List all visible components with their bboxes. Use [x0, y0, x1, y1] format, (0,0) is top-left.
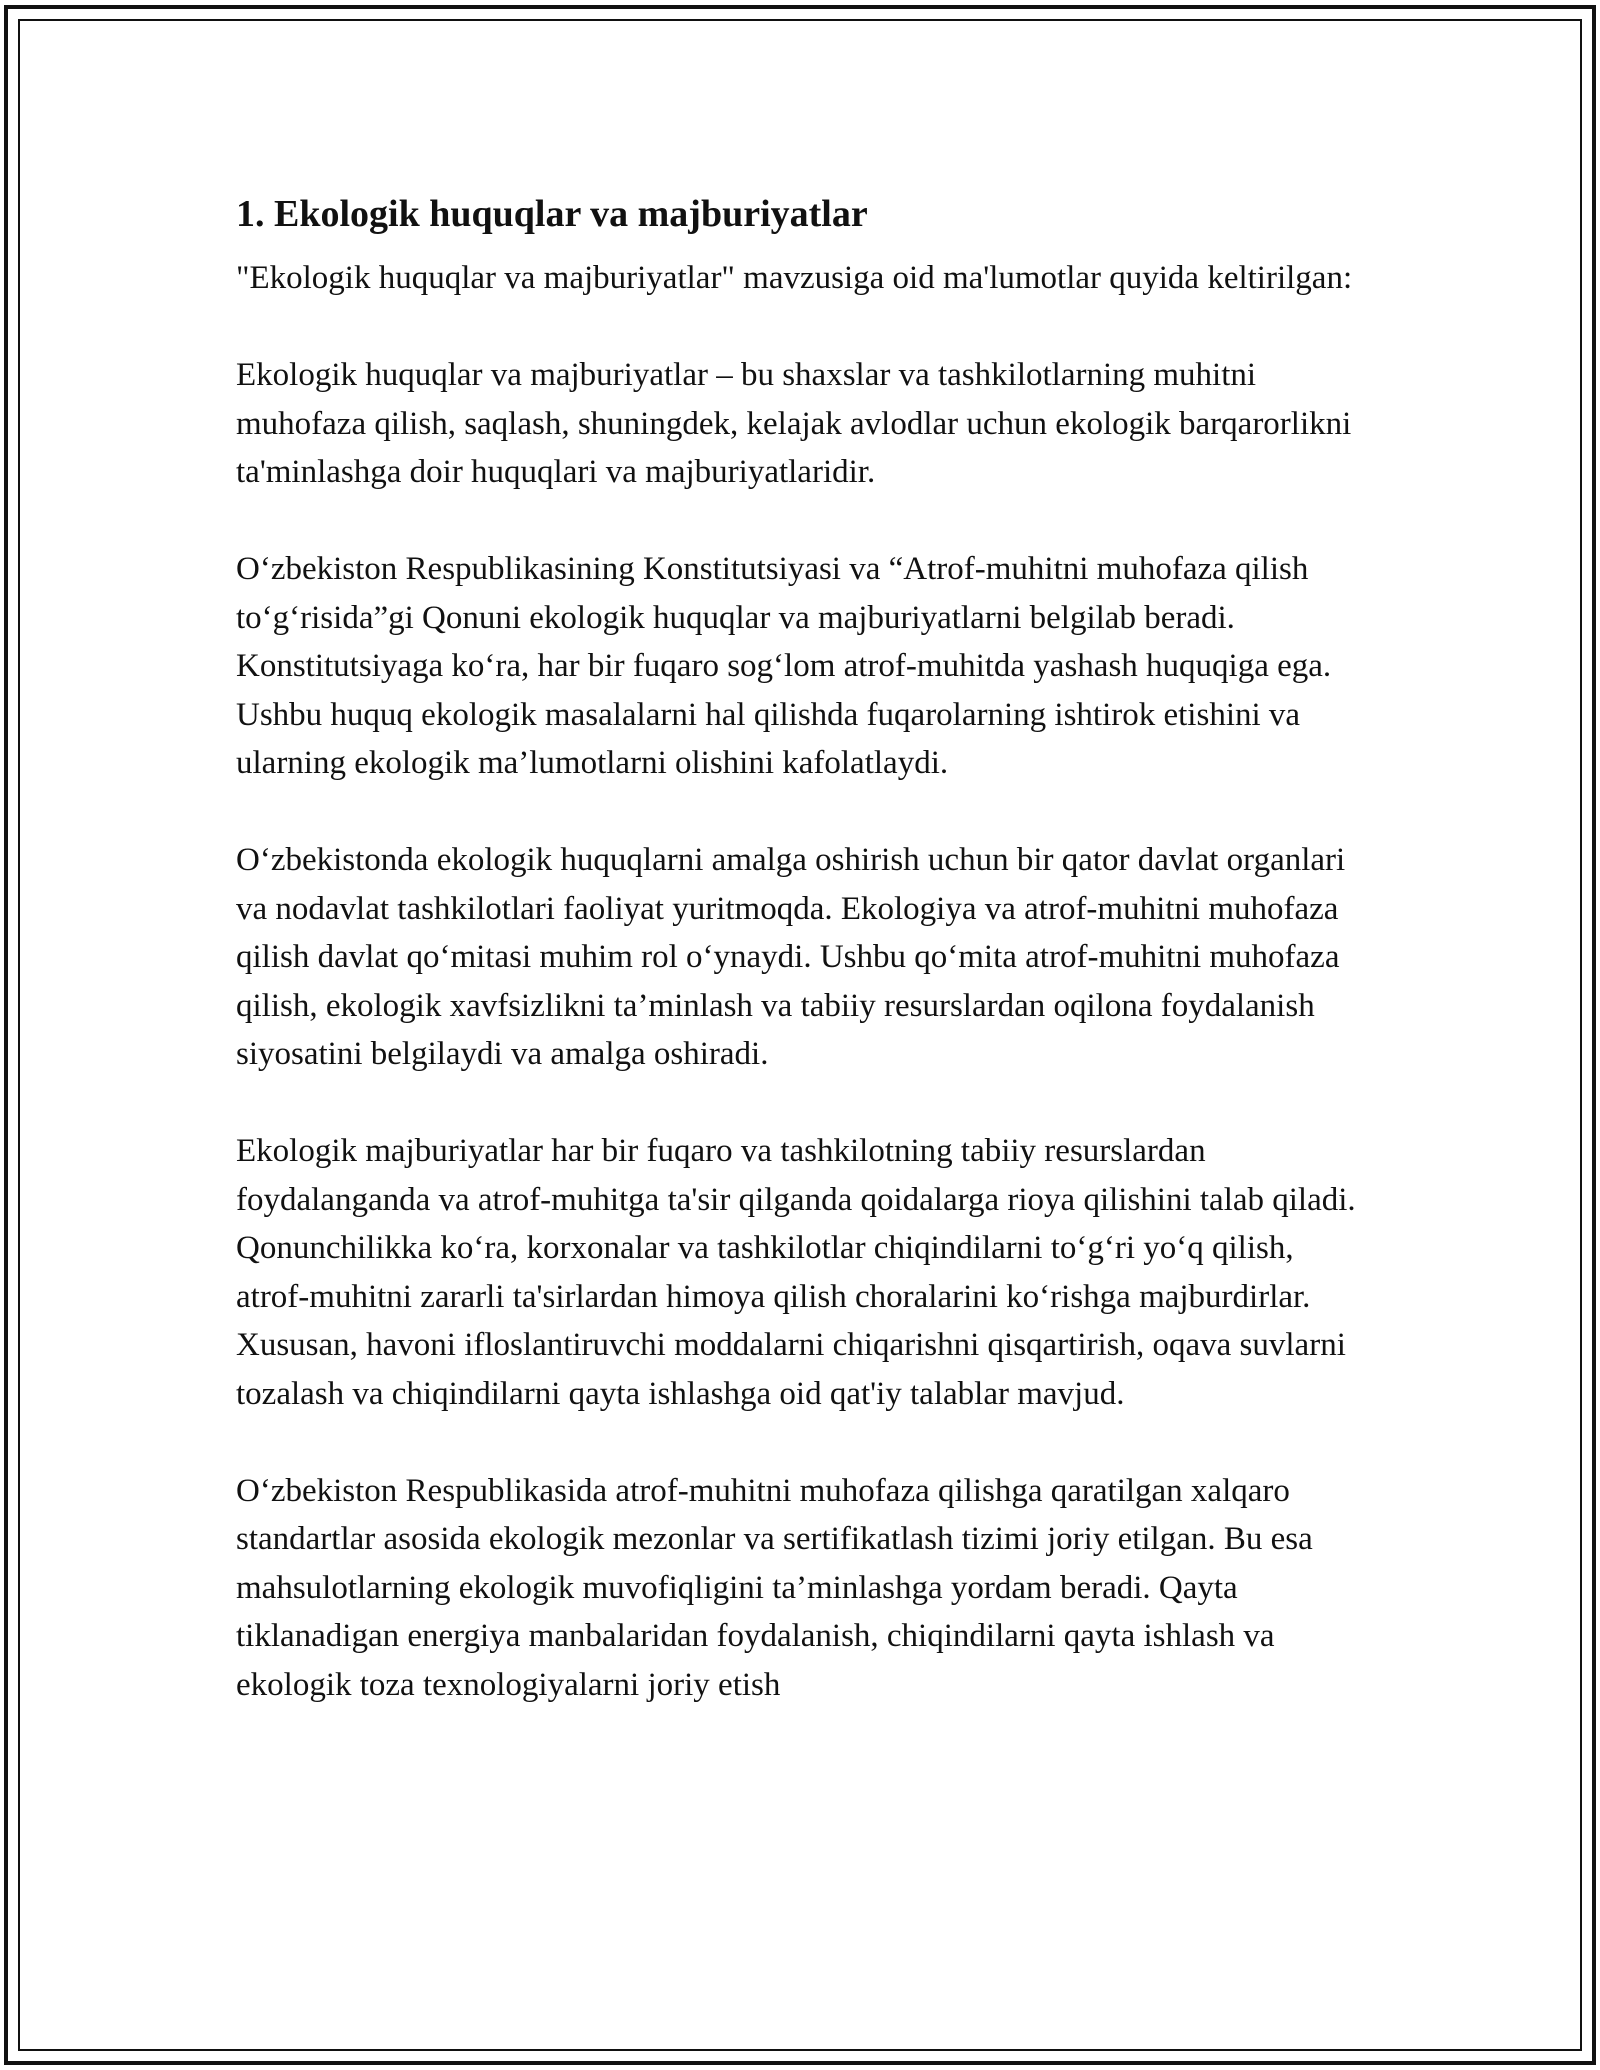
paragraph-intro: "Ekologik huquqlar va majburiyatlar" mavzusiga oid ma'lumotlar quyida keltirilgan:: [236, 260, 1353, 296]
document-title: 1. Ekologik huquqlar va majburiyatlar: [236, 193, 868, 235]
paragraph-standards: O‘zbekiston Respublikasida atrof-muhitni muhofaza qilishga qaratilgan xalqaro standartlar asosida ekologik mezonlar va sertifikatlash tizimi joriy etilgan. Bu esa mahsulotlarning ekologik muvofiqligini ta’minlashga yordam beradi. Qayta tiklanadigan energiya manbalaridan foydalanish, chiqindilarni qayta ishlash va ekologik toza texnologiyalarni joriy etish: [236, 1472, 1313, 1703]
document-body: [236, 188, 1366, 1709]
paragraph-obligations: Ekologik majburiyatlar har bir fuqaro va tashkilotning tabiiy resurslardan foydalanganda va atrof-muhitga ta'sir qilganda qoidalarga rioya qilishini talab qiladi. Qonunchilikka ko‘ra, korxonalar va tashkilotlar chiqindilarni to‘g‘ri yo‘q qilish, atrof-muhitni zararli ta'sirlardan himoya qilish choralarini ko‘rishga majburdirlar. Xususan, havoni ifloslantiruvchi moddalarni chiqarishni qisqartirish, oqava suvlarni tozalash va chiqindilarni qayta ishlashga oid qat'iy talablar mavjud.: [236, 1133, 1356, 1412]
paragraph-constitution: O‘zbekiston Respublikasining Konstitutsiyasi va “Atrof-muhitni muhofaza qilish to‘g‘risida”gi Qonuni ekologik huquqlar va majburiyatlarni belgilab beradi. Konstitutsiyaga ko‘ra, har bir fuqaro sog‘lom atrof-muhitda yashash huquqiga ega. Ushbu huquq ekologik masalalarni hal qilishda fuqarolarning ishtirok etishini va ularning ekologik ma’lumotlarni olishini kafolatlaydi.: [236, 551, 1332, 781]
paragraph-definition: Ekologik huquqlar va majburiyatlar – bu shaxslar va tashkilotlarning muhitni muhofaza qilish, saqlash, shuningdek, kelajak avlodlar uchun ekologik barqarorlikni ta'minlashga doir huquqlari va majburiyatlaridir.: [236, 357, 1352, 490]
paragraph-institutions: O‘zbekistonda ekologik huquqlarni amalga oshirish uchun bir qator davlat organlari va nodavlat tashkilotlari faoliyat yuritmoqda. Ekologiya va atrof-muhitni muhofaza qilish davlat qo‘mitasi muhim rol o‘ynaydi. Ushbu qo‘mita atrof-muhitni muhofaza qilish, ekologik xavfsizlikni ta’minlash va tabiiy resurslardan oqilona foydalanish siyosatini belgilaydi va amalga oshiradi.: [236, 842, 1346, 1072]
